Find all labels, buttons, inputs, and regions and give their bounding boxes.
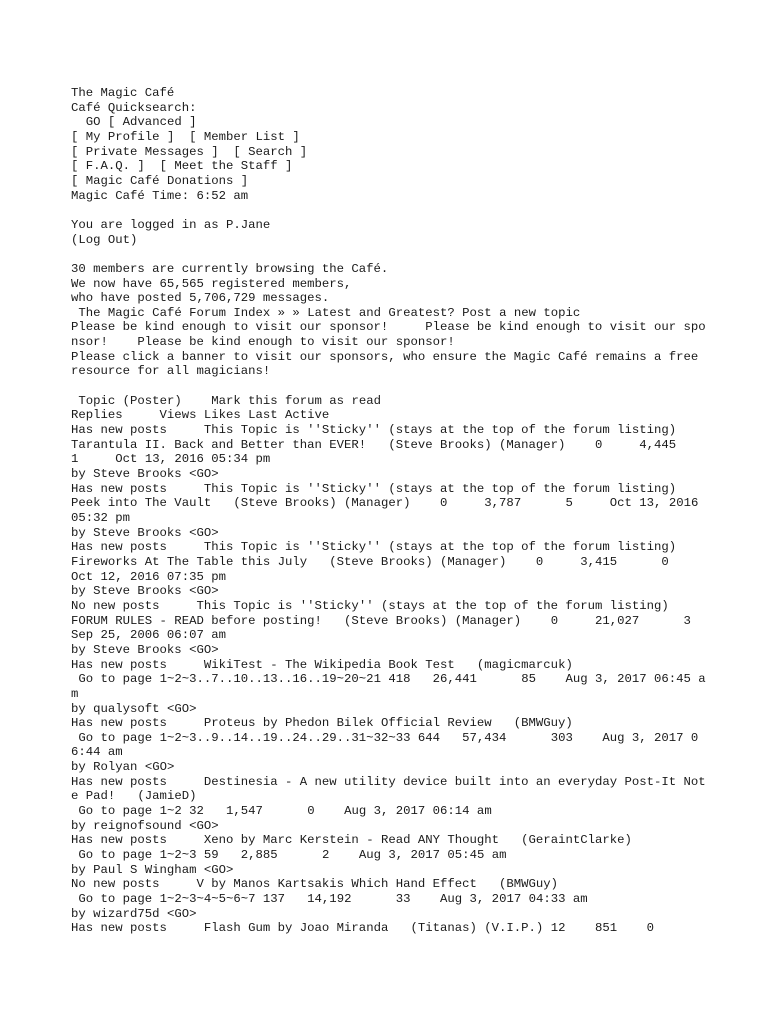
quicksearch-row: GO [ Advanced ] bbox=[85, 115, 197, 130]
topic-views: 3,415 bbox=[580, 554, 618, 569]
page-links[interactable]: Go to page 1~2~3~4~5~6~7 bbox=[78, 892, 256, 907]
topic-title-link[interactable]: Fireworks At The Table this July bbox=[71, 554, 308, 569]
topic-views: 3,787 bbox=[484, 496, 522, 511]
table-header bbox=[71, 394, 711, 409]
advanced-search-link[interactable]: Advanced bbox=[122, 115, 182, 130]
topic-row bbox=[71, 658, 711, 717]
topic-last-active: Oct 13, 2016 05:32 pm bbox=[71, 496, 706, 525]
topic-last-active: Aug 3, 2017 06:44 am bbox=[71, 730, 699, 760]
topic-last-active: Oct 13, 2016 05:34 pm bbox=[115, 452, 271, 467]
site-title: The Magic Café bbox=[71, 86, 175, 100]
topic-views: 57,434 bbox=[462, 730, 507, 745]
private-messages-link[interactable]: Private Messages bbox=[85, 144, 204, 159]
topic-status: Has new posts bbox=[71, 481, 167, 496]
page-links[interactable]: Go to page 1~2~3 bbox=[78, 848, 197, 863]
sponsor-notice: Please be kind enough to visit our sponsor! Please be kind enough to visit our sponsor! Please be kind enough to visit our sponsor! bbox=[71, 320, 706, 350]
topic-title-link[interactable]: WikiTest - The Wikipedia Book Test bbox=[203, 657, 455, 672]
last-poster: by wizard75d bbox=[71, 906, 160, 921]
topic-status: Has new posts bbox=[71, 774, 167, 789]
forum-index-link[interactable]: The Magic Café Forum Index bbox=[78, 305, 271, 320]
topic-replies: 0 bbox=[550, 613, 559, 628]
registered-count: We now have 65,565 registered members, bbox=[71, 276, 352, 291]
nav-row-4: [ Magic Café Donations ] bbox=[71, 173, 249, 188]
cafe-time: Magic Café Time: 6:52 am bbox=[71, 188, 249, 203]
topic-column-header: Topic (Poster) bbox=[78, 393, 182, 408]
topic-likes: 303 bbox=[550, 730, 573, 745]
go-to-last-post-link[interactable]: <GO> bbox=[189, 584, 219, 599]
topic-poster: (Steve Brooks) (Manager) bbox=[388, 437, 566, 452]
topic-replies: 0 bbox=[535, 554, 544, 569]
posted-count: who have posted 5,706,729 messages. bbox=[71, 291, 330, 306]
topic-title-link[interactable]: Proteus by Phedon Bilek Official Review bbox=[203, 716, 492, 731]
page-links[interactable]: Go to page 1~2~3..9..14..19..24..29..31~32~33 bbox=[78, 730, 411, 745]
search-link[interactable]: Search bbox=[248, 144, 293, 159]
topic-views: 21,027 bbox=[594, 613, 640, 628]
topic-views: 2,885 bbox=[240, 848, 278, 863]
topic-replies: 644 bbox=[417, 730, 440, 745]
topic-replies: 59 bbox=[203, 848, 219, 863]
topic-status: Has new posts bbox=[71, 716, 167, 731]
topic-row bbox=[71, 540, 711, 599]
topic-title-link[interactable]: V by Manos Kartsakis Which Hand Effect bbox=[196, 877, 477, 892]
topic-replies: 137 bbox=[262, 892, 286, 907]
topic-status: Has new posts bbox=[71, 657, 167, 672]
topic-status: Has new posts bbox=[71, 833, 167, 848]
last-poster: by Rolyan bbox=[71, 760, 138, 775]
topic-status: No new posts bbox=[71, 598, 160, 613]
topic-last-active: Aug 3, 2017 05:45 am bbox=[358, 848, 507, 863]
topic-row bbox=[71, 482, 711, 541]
topic-last-active: Oct 12, 2016 07:35 pm bbox=[71, 569, 226, 584]
topic-replies: 12 bbox=[550, 921, 566, 936]
topic-row bbox=[71, 877, 711, 921]
topic-last-active: Aug 3, 2017 06:45 am bbox=[71, 672, 706, 701]
topic-title-link[interactable]: Tarantula II. Back and Better than EVER! bbox=[71, 437, 367, 452]
topic-likes: 85 bbox=[521, 672, 536, 687]
sticky-notice: This Topic is ''Sticky'' (stays at the top of the forum listing) bbox=[203, 481, 677, 496]
go-to-last-post-link[interactable]: <GO> bbox=[166, 906, 197, 921]
topic-likes: 3 bbox=[683, 613, 691, 628]
topic-likes: 33 bbox=[395, 892, 411, 907]
go-to-last-post-link[interactable]: <GO> bbox=[189, 467, 219, 482]
topic-likes: 0 bbox=[661, 554, 669, 569]
go-button[interactable]: GO bbox=[85, 115, 101, 130]
topic-poster: (magicmarcuk) bbox=[476, 657, 573, 672]
page-links[interactable]: Go to page 1~2~3..7..10..13..16..19~20~21 bbox=[78, 672, 381, 687]
topic-title-link[interactable]: Flash Gum by Joao Miranda bbox=[203, 921, 389, 936]
topic-last-active: Aug 3, 2017 06:14 am bbox=[344, 804, 492, 819]
go-to-last-post-link[interactable]: <GO> bbox=[203, 862, 234, 877]
faq-link[interactable]: F.A.Q. bbox=[85, 159, 131, 174]
topic-likes: 1 bbox=[71, 452, 79, 467]
topic-last-active: Aug 3, 2017 04:33 am bbox=[440, 892, 588, 907]
topic-likes: 2 bbox=[321, 848, 330, 863]
topic-poster: (JamieD) bbox=[137, 789, 197, 804]
topic-title-link[interactable]: Destinesia - A new utility device built into an everyday Post-It Note Pad! bbox=[71, 774, 706, 804]
topic-poster: (BMWGuy) bbox=[499, 877, 559, 892]
topic-row bbox=[71, 833, 711, 877]
last-poster: by Steve Brooks bbox=[71, 525, 182, 540]
topic-row bbox=[71, 921, 711, 936]
topic-title-link[interactable]: FORUM RULES - READ before posting! bbox=[71, 613, 322, 628]
nav-row-1: [ My Profile ] [ Member List ] bbox=[71, 129, 300, 144]
topic-views: 26,441 bbox=[432, 672, 477, 687]
topic-poster: (GeraintClarke) bbox=[521, 833, 632, 848]
member-list-link[interactable]: Member List bbox=[203, 129, 286, 144]
logged-in-text: You are logged in as P.Jane bbox=[71, 217, 271, 232]
topic-status: Has new posts bbox=[71, 423, 167, 438]
last-poster: by Steve Brooks bbox=[71, 467, 182, 482]
page-links[interactable]: Go to page 1~2 bbox=[78, 804, 182, 819]
topic-views: 851 bbox=[594, 921, 618, 936]
topic-replies: 0 bbox=[440, 496, 448, 511]
last-poster: by Paul S Wingham bbox=[71, 862, 197, 877]
breadcrumb bbox=[71, 306, 711, 321]
topic-last-active: Sep 25, 2006 06:07 am bbox=[71, 628, 226, 643]
last-poster: by qualysoft bbox=[71, 701, 160, 716]
column-headers: Replies Views Likes Last Active bbox=[71, 408, 330, 423]
topic-poster: (Steve Brooks) (Manager) bbox=[233, 496, 411, 511]
sponsor-banner-text: Please click a banner to visit our sponsors, who ensure the Magic Café remains a free resource for all magicians! bbox=[71, 349, 706, 379]
my-profile-link[interactable]: My Profile bbox=[85, 129, 160, 144]
topic-views: 1,547 bbox=[226, 804, 263, 819]
logout-link[interactable]: (Log Out) bbox=[71, 232, 138, 247]
quicksearch-label: Café Quicksearch: bbox=[71, 100, 197, 115]
topic-status: Has new posts bbox=[71, 921, 167, 936]
topic-replies: 32 bbox=[189, 804, 204, 819]
topic-row bbox=[71, 775, 711, 834]
topic-status: Has new posts bbox=[71, 540, 167, 555]
last-poster: by Steve Brooks bbox=[71, 642, 182, 657]
last-poster: by reignofsound bbox=[71, 818, 182, 833]
topic-row bbox=[71, 716, 711, 775]
sticky-notice: This Topic is ''Sticky'' (stays at the top of the forum listing) bbox=[203, 540, 677, 555]
topic-views: 14,192 bbox=[307, 892, 352, 907]
topic-title-link[interactable]: Xeno by Marc Kerstein - Read ANY Thought bbox=[203, 833, 500, 848]
mark-forum-read-link[interactable]: Mark this forum as read bbox=[211, 393, 381, 408]
nav-row-2: [ Private Messages ] [ Search ] bbox=[71, 144, 308, 159]
sticky-notice: This Topic is ''Sticky'' (stays at the top of the forum listing) bbox=[203, 423, 677, 438]
topic-likes: 5 bbox=[565, 496, 573, 511]
topic-views: 4,445 bbox=[639, 437, 677, 452]
new-topic-link[interactable]: Post a new topic bbox=[462, 305, 581, 320]
topic-poster: (Titanas) (V.I.P.) bbox=[410, 921, 544, 936]
topic-likes: 0 bbox=[307, 804, 315, 819]
topic-status: No new posts bbox=[71, 877, 160, 892]
topic-replies: 0 bbox=[594, 437, 603, 452]
go-to-last-post-link[interactable]: <GO> bbox=[189, 818, 219, 833]
meet-staff-link[interactable]: Meet the Staff bbox=[174, 159, 278, 174]
last-poster: by Steve Brooks bbox=[71, 584, 182, 599]
topic-list bbox=[71, 423, 711, 936]
go-to-last-post-link[interactable]: <GO> bbox=[189, 642, 219, 657]
topic-title-link[interactable]: Peek into The Vault bbox=[71, 496, 212, 511]
nav-row-3: [ F.A.Q. ] [ Meet the Staff ] bbox=[71, 159, 293, 174]
breadcrumb-separator: » » bbox=[277, 305, 300, 320]
topic-likes: 0 bbox=[646, 921, 655, 936]
go-to-last-post-link[interactable]: <GO> bbox=[144, 760, 175, 775]
page bbox=[71, 86, 711, 936]
topic-poster: (BMWGuy) bbox=[513, 716, 573, 731]
topic-poster: (Steve Brooks) (Manager) bbox=[329, 554, 507, 569]
topic-row bbox=[71, 423, 711, 482]
topic-poster: (Steve Brooks) (Manager) bbox=[344, 613, 522, 628]
topic-replies: 418 bbox=[388, 672, 411, 687]
topic-row bbox=[71, 599, 711, 658]
sticky-notice: This Topic is ''Sticky'' (stays at the top of the forum listing) bbox=[196, 598, 669, 613]
go-to-last-post-link[interactable]: <GO> bbox=[189, 525, 219, 540]
browsing-count: 30 members are currently browsing the Café. bbox=[71, 261, 389, 276]
donations-link[interactable]: Magic Café Donations bbox=[85, 173, 234, 188]
go-to-last-post-link[interactable]: <GO> bbox=[166, 701, 197, 716]
forum-link[interactable]: Latest and Greatest? bbox=[307, 305, 455, 320]
